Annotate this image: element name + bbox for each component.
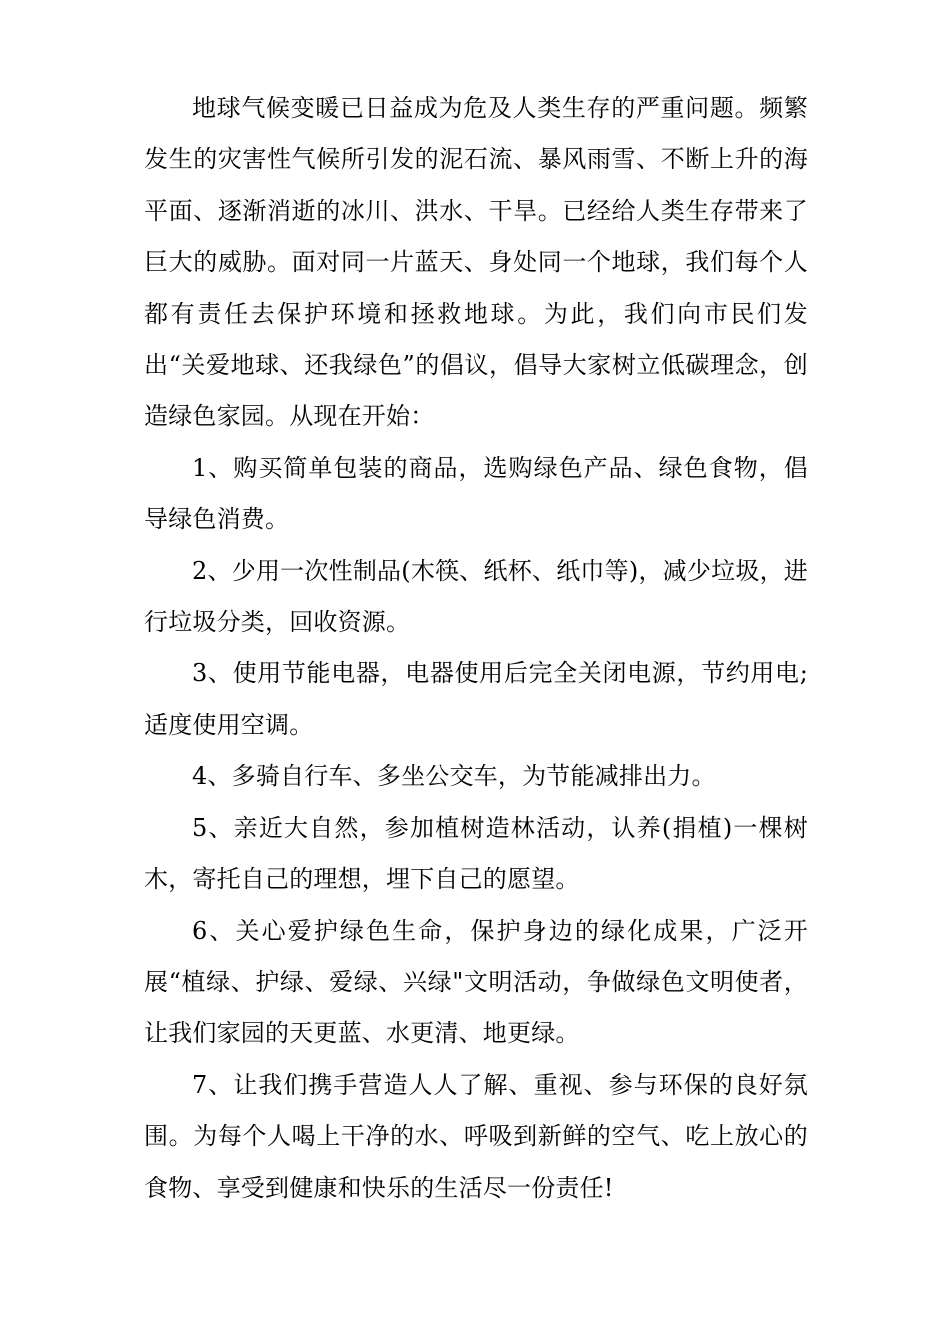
list-item-7: 7、让我们携手营造人人了解、重视、参与环保的良好氛围。为每个人喝上干净的水、呼吸到新鲜的空气、吃上放心的食物、享受到健康和快乐的生活尽一份责任! [144,1070,808,1202]
list-item-1: 1、购买简单包装的商品，选购绿色产品、绿色食物，倡导绿色消费。 [144,453,808,534]
list-item-4: 4、多骑自行车、多坐公交车，为节能减排出力。 [192,762,716,791]
list-item-2: 2、少用一次性制品(木筷、纸杯、纸巾等)，减少垃圾，进行垃圾分类，回收资源。 [144,556,808,637]
list-item-5: 5、亲近大自然，参加植树造林活动，认养(捐植)一棵树木，寄托自己的理想，埋下自己的愿望。 [144,813,808,894]
intro-paragraph: 地球气候变暖已日益成为危及人类生存的严重问题。频繁发生的灾害性气候所引发的泥石流、暴风雨雪、不断上升的海平面、逐渐消逝的冰川、洪水、干旱。已经给人类生存带来了巨大的威胁。面对同一片蓝天、身处同一个地球，我们每个人都有责任去保护环境和拯救地球。为此，我们向市民们发出“关爱地球、还我绿色”的倡议，倡导大家树立低碳理念，创造绿色家园。从现在开始： [144,94,808,431]
list-item-6: 6、关心爱护绿色生命，保护身边的绿化成果，广泛开展“植绿、护绿、爱绿、兴绿"文明活动，争做绿色文明使者，让我们家园的天更蓝、水更清、地更绿。 [144,916,808,1048]
document-body [144,83,808,1214]
list-item-3: 3、使用节能电器，电器使用后完全关闭电源，节约用电;适度使用空调。 [144,659,808,739]
